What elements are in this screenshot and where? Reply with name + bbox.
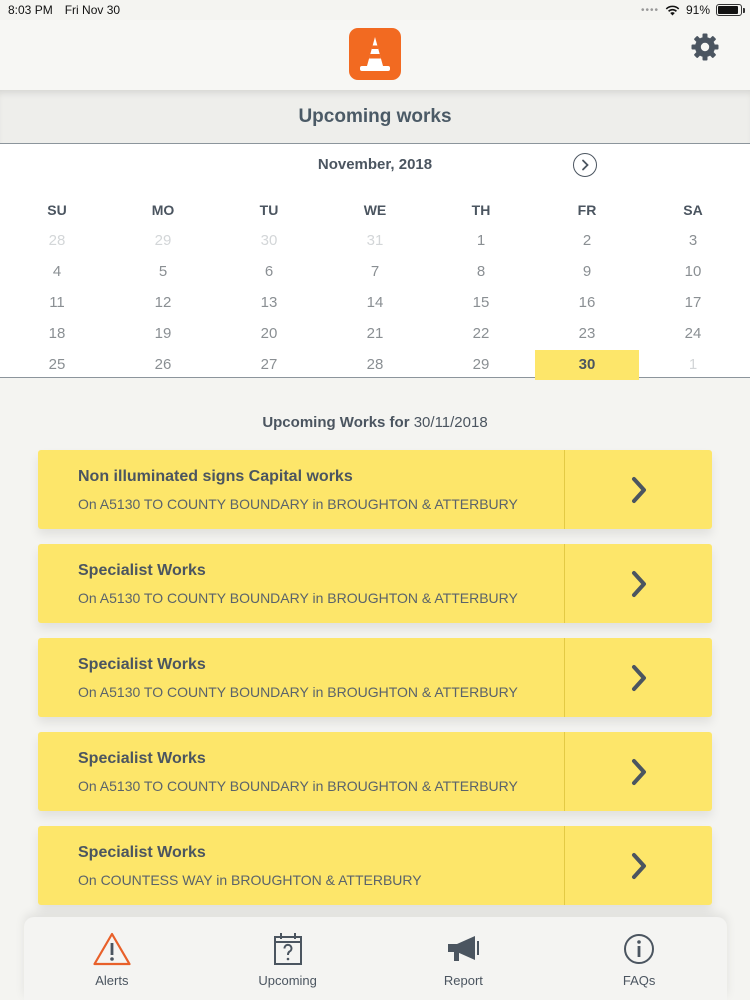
tab-faqs-label: FAQs (622, 973, 656, 988)
calendar-day[interactable] (322, 256, 428, 287)
calendar-day[interactable] (4, 318, 110, 349)
chevron-right-icon (630, 664, 648, 692)
calendar-day-selected[interactable] (534, 349, 640, 380)
tab-report-label: Report (443, 973, 483, 988)
calendar-day[interactable] (216, 256, 322, 287)
calendar-day[interactable] (534, 256, 640, 287)
work-item-location: On A5130 TO COUNTY BOUNDARY in BROUGHTON & ATTERBURY (78, 590, 518, 606)
calendar-day-label: 13 (260, 294, 278, 311)
work-item-title: Specialist Works (78, 844, 206, 861)
calendar-day-label: 19 (154, 325, 172, 342)
work-item-title: Specialist Works (78, 750, 206, 767)
calendar-day[interactable] (4, 287, 110, 318)
calendar-day-label: 5 (158, 263, 168, 280)
calendar-day[interactable] (4, 225, 110, 256)
work-item-location: On A5130 TO COUNTY BOUNDARY in BROUGHTON & ATTERBURY (78, 496, 518, 512)
calendar-day-label: 10 (684, 263, 702, 280)
calendar-day[interactable] (322, 287, 428, 318)
status-bar (0, 0, 750, 20)
weekday-header: WE (363, 201, 387, 218)
work-item-location: On A5130 TO COUNTY BOUNDARY in BROUGHTON & ATTERBURY (78, 684, 518, 700)
calendar-day-label: 23 (578, 325, 596, 342)
work-item[interactable] (38, 450, 712, 529)
status-date: Fri Nov 30 (64, 3, 121, 17)
weekday-header: SA (683, 201, 703, 218)
calendar-day[interactable] (640, 287, 746, 318)
work-item-open-button[interactable] (564, 544, 712, 623)
calendar-day[interactable] (216, 349, 322, 380)
work-item-text (38, 544, 564, 623)
multitasking-dots-icon: •••• (640, 4, 659, 16)
traffic-cone-icon (349, 28, 401, 80)
calendar-day-label: 28 (48, 232, 66, 249)
calendar-day-label: 30 (260, 232, 278, 249)
chevron-right-icon (630, 758, 648, 786)
status-time: 8:03 PM (8, 3, 53, 17)
work-item-open-button[interactable] (564, 826, 712, 905)
work-item-title: Specialist Works (78, 562, 206, 579)
work-item[interactable] (38, 826, 712, 905)
tab-upcoming[interactable] (200, 917, 376, 1000)
calendar-day-label: 21 (366, 325, 384, 342)
weekday-header: SU (47, 201, 67, 218)
calendar-day-label: 1 (688, 356, 698, 373)
tab-faqs[interactable] (551, 917, 727, 1000)
weekday-header: TH (471, 201, 491, 218)
chevron-right-icon (630, 852, 648, 880)
calendar-day-label: 3 (688, 232, 698, 249)
warning-icon (92, 931, 132, 967)
tab-bar (24, 917, 727, 1000)
tab-upcoming-label: Upcoming (258, 973, 317, 988)
weekday-header: MO (151, 201, 175, 218)
calendar-day-label: 29 (154, 232, 172, 249)
calendar-day-label: 25 (48, 356, 66, 373)
calendar-question-icon (268, 931, 308, 967)
calendar-day[interactable] (428, 287, 534, 318)
info-icon (619, 931, 659, 967)
calendar-day-label: 30 (535, 350, 639, 380)
calendar-day[interactable] (640, 318, 746, 349)
calendar-day-label: 11 (49, 294, 65, 311)
calendar-day[interactable] (428, 349, 534, 380)
calendar-day[interactable] (428, 256, 534, 287)
page-title: Upcoming works (0, 90, 750, 143)
work-item-location: On A5130 TO COUNTY BOUNDARY in BROUGHTON & ATTERBURY (78, 778, 518, 794)
tab-alerts[interactable] (24, 917, 200, 1000)
tab-report[interactable] (376, 917, 552, 1000)
calendar-day-label: 6 (264, 263, 274, 280)
calendar-day-label: 1 (476, 232, 486, 249)
wifi-icon (665, 5, 680, 16)
work-item-text (38, 638, 564, 717)
calendar-day-label: 8 (476, 263, 486, 280)
calendar-day[interactable] (534, 318, 640, 349)
calendar-day[interactable] (110, 349, 216, 380)
calendar-day[interactable] (428, 225, 534, 256)
calendar-day[interactable] (322, 318, 428, 349)
gear-icon[interactable] (690, 32, 720, 62)
calendar-day-label: 29 (472, 356, 490, 373)
works-list-title (0, 414, 750, 431)
calendar-day-label: 9 (582, 263, 592, 280)
calendar-day-label: 28 (366, 356, 384, 373)
battery-icon (716, 4, 742, 16)
weekday-header: TU (259, 201, 279, 218)
work-item-title: Specialist Works (78, 656, 206, 673)
chevron-right-icon (580, 159, 590, 171)
calendar-day[interactable] (428, 318, 534, 349)
calendar-day-label: 26 (154, 356, 172, 373)
works-list-title-prefix: Upcoming Works for (262, 414, 410, 431)
calendar-day[interactable] (322, 349, 428, 380)
calendar-day[interactable] (4, 349, 110, 380)
calendar-day-label: 31 (366, 232, 384, 249)
calendar-day[interactable] (110, 318, 216, 349)
calendar-day[interactable] (216, 318, 322, 349)
calendar-day-label: 4 (52, 263, 62, 280)
app-header (0, 20, 750, 90)
calendar-day-label: 15 (472, 294, 490, 311)
work-item-open-button[interactable] (564, 732, 712, 811)
calendar-day[interactable] (640, 256, 746, 287)
works-list (38, 450, 712, 920)
weekday-header: FR (577, 201, 597, 218)
chevron-right-icon (630, 570, 648, 598)
calendar-day-label: 14 (366, 294, 384, 311)
calendar-day-label: 16 (578, 294, 596, 311)
next-month-button[interactable] (573, 153, 597, 177)
calendar-day[interactable] (4, 256, 110, 287)
calendar-day-label: 20 (260, 325, 278, 342)
battery-percent: 91% (685, 3, 710, 17)
calendar-day-label: 24 (684, 325, 702, 342)
work-item-text (38, 450, 564, 529)
calendar-day-label: 7 (370, 263, 380, 280)
calendar (0, 143, 750, 378)
work-item-title: Non illuminated signs Capital works (78, 468, 353, 485)
work-item-text (38, 826, 564, 905)
calendar-day[interactable] (216, 225, 322, 256)
chevron-right-icon (630, 476, 648, 504)
tab-alerts-label: Alerts (95, 973, 129, 988)
calendar-day-label: 27 (260, 356, 278, 373)
calendar-day[interactable] (534, 225, 640, 256)
calendar-day[interactable] (110, 225, 216, 256)
work-item-text (38, 732, 564, 811)
calendar-day-label: 17 (684, 294, 702, 311)
work-item[interactable] (38, 544, 712, 623)
works-list-title-date: 30/11/2018 (413, 414, 488, 431)
calendar-grid (4, 194, 746, 380)
calendar-day-label: 2 (582, 232, 592, 249)
work-item-open-button[interactable] (564, 638, 712, 717)
calendar-day[interactable] (640, 349, 746, 380)
calendar-day[interactable] (110, 287, 216, 318)
calendar-day[interactable] (216, 287, 322, 318)
megaphone-icon (443, 931, 483, 967)
work-item[interactable] (38, 638, 712, 717)
calendar-month-label: November, 2018 (317, 156, 433, 173)
calendar-day[interactable] (640, 225, 746, 256)
work-item-location: On COUNTESS WAY in BROUGHTON & ATTERBURY (78, 872, 422, 888)
calendar-day[interactable] (322, 225, 428, 256)
calendar-day[interactable] (110, 256, 216, 287)
work-item-open-button[interactable] (564, 450, 712, 529)
calendar-day-label: 22 (472, 325, 490, 342)
calendar-day[interactable] (534, 287, 640, 318)
work-item[interactable] (38, 732, 712, 811)
calendar-day-label: 18 (48, 325, 66, 342)
calendar-day-label: 12 (154, 294, 172, 311)
